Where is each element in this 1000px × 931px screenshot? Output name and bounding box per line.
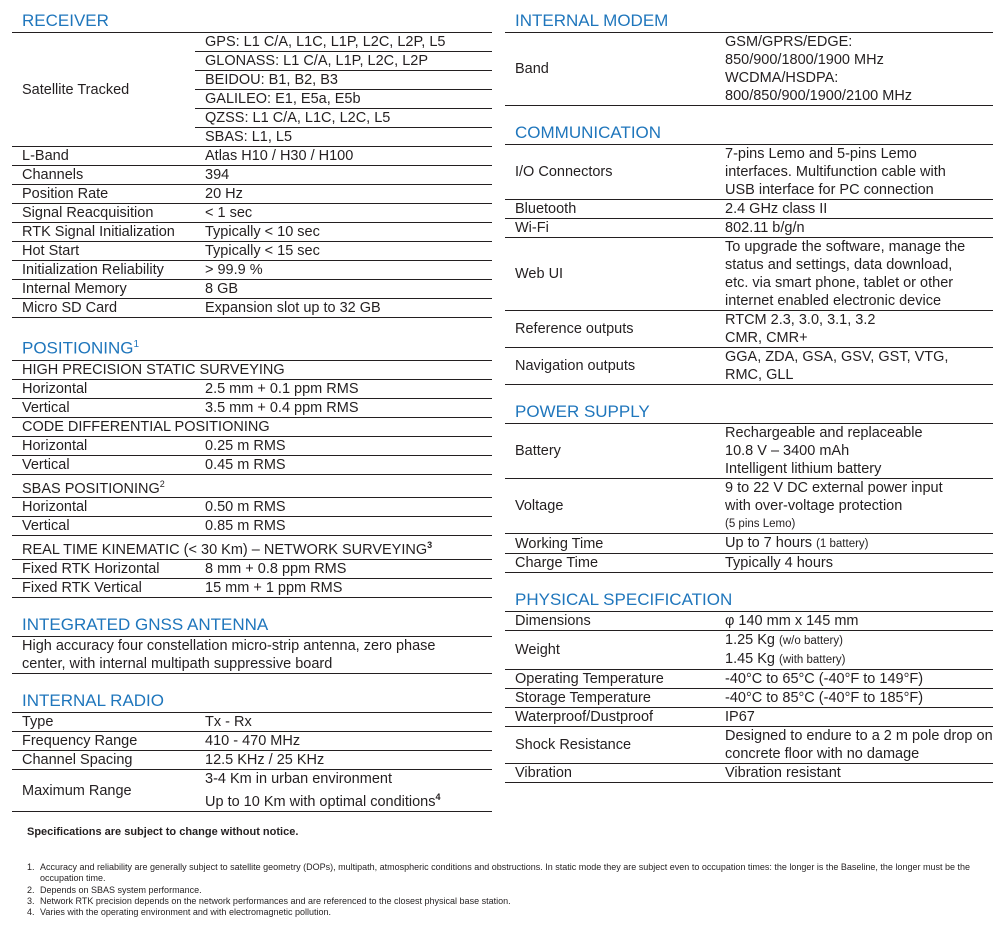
footnote-text: Depends on SBAS system performance. [40,884,202,895]
battery-label: Battery [505,424,715,479]
band-line: 800/850/900/1900/2100 MHz [725,88,913,104]
footnote-item [27,862,982,885]
max-range-sup: 4 [435,792,441,803]
microsd-value: Expansion slot up to 32 GB [195,299,492,318]
communication-table [505,145,993,385]
rtk-init-label: RTK Signal Initialization [12,223,195,242]
sbas-horizontal-label: Horizontal [12,498,195,517]
dimensions-label: Dimensions [505,612,715,631]
hot-start-label: Hot Start [12,242,195,261]
sbas-header [12,474,492,498]
weight-line [725,650,993,669]
web-ui-line: status and settings, data download, [725,257,953,273]
power-title: POWER SUPPLY [505,401,993,424]
antenna-description: High accuracy four constellation micro-strip antenna, zero phase center, with internal multipath suppressive board [12,637,492,674]
positioning-title-sup: 1 [133,339,140,350]
sat-beidou: BEIDOU: B1, B2, B3 [195,71,492,90]
modem-title: INTERNAL MODEM [505,10,993,33]
channels-label: Channels [12,166,195,185]
power-table [505,424,993,573]
battery-line: 10.8 V – 3400 mAh [725,443,850,459]
weight-value [715,631,993,670]
reference-outputs-value [715,311,993,348]
band-line: GSM/GPRS/EDGE: [725,34,853,50]
cd-vertical-label: Vertical [12,455,195,474]
rtk-vertical-value: 15 mm + 1 ppm RMS [195,579,492,598]
sbas-header-text: SBAS POSITIONING [22,480,160,497]
sat-qzss: QZSS: L1 C/A, L1C, L2C, L5 [195,109,492,128]
positioning-table [12,360,492,599]
dimensions-value: φ 140 mm x 145 mm [715,612,993,631]
hp-horizontal-value: 2.5 mm + 0.1 ppm RMS [195,379,492,398]
antenna-table [12,637,492,674]
vibration-label: Vibration [505,764,715,783]
modem-table [505,33,993,106]
positioning-section [12,334,492,598]
battery-line: Rechargeable and replaceable [725,425,923,441]
weight1-note: (w/o battery) [779,635,843,647]
positioning-title-text: POSITIONING [22,338,134,358]
microsd-label: Micro SD Card [12,299,195,318]
waterproof-value: IP67 [715,708,993,727]
antenna-title: INTEGRATED GNSS ANTENNA [12,614,492,637]
position-rate-value: 20 Hz [195,185,492,204]
navigation-outputs-value [715,348,993,385]
working-time-note: (1 battery) [816,538,869,550]
cd-horizontal-label: Horizontal [12,436,195,455]
battery-line: Intelligent lithium battery [725,461,882,477]
weight-line [725,631,993,650]
change-notice: Specifications are subject to change without notice. [27,826,299,838]
rtk-init-value: Typically < 10 sec [195,223,492,242]
max-range-line1: 3-4 Km in urban environment [205,771,392,788]
footnote-number: 3. [27,895,35,906]
weight-label: Weight [505,631,715,670]
physical-section [505,589,993,783]
shock-label: Shock Resistance [505,727,715,764]
charge-time-label: Charge Time [505,554,715,573]
antenna-section [12,614,492,674]
freq-range-label: Frequency Range [12,732,195,751]
working-time-label: Working Time [505,534,715,554]
shock-line: concrete floor with no damage [725,746,920,762]
rtk-header-sup: 3 [427,540,433,551]
web-ui-line: etc. via smart phone, tablet or other [725,275,954,291]
footnote-text: Network RTK precision depends on the network performances and are referenced to the closest physical base station. [40,895,511,906]
footnote-item [27,885,982,896]
voltage-line: 9 to 22 V DC external power input [725,480,943,496]
internal-memory-label: Internal Memory [12,280,195,299]
positioning-title [12,334,492,360]
io-line: USB interface for PC connection [725,182,934,198]
bluetooth-value: 2.4 GHz class II [715,200,993,219]
footnote-number: 1. [27,862,35,872]
code-diff-header: CODE DIFFERENTIAL POSITIONING [12,417,492,436]
signal-reacq-value: < 1 sec [195,204,492,223]
sat-gps: GPS: L1 C/A, L1C, L1P, L2C, L2P, L5 [195,33,492,52]
receiver-section [12,10,492,318]
signal-reacq-label: Signal Reacquisition [12,204,195,223]
cd-vertical-value: 0.45 m RMS [195,455,492,474]
footnote-text: Varies with the operating environment and with electromagnetic pollution. [40,907,331,918]
web-ui-line: internet enabled electronic device [725,293,942,309]
cd-horizontal-value: 0.25 m RMS [195,436,492,455]
web-ui-label: Web UI [505,238,715,311]
physical-title: PHYSICAL SPECIFICATION [505,589,993,612]
init-reliability-label: Initialization Reliability [12,261,195,280]
hot-start-value: Typically < 15 sec [195,242,492,261]
channel-spacing-value: 12.5 KHz / 25 KHz [195,751,492,770]
init-reliability-value: > 99.9 % [195,261,492,280]
sbas-horizontal-value: 0.50 m RMS [195,498,492,517]
storage-temp-label: Storage Temperature [505,689,715,708]
max-range-line2 [205,788,492,811]
voltage-label: Voltage [505,479,715,534]
footnote-item [27,907,982,918]
max-range-label: Maximum Range [12,770,195,812]
band-line: 850/900/1800/1900 MHz [725,52,884,68]
footnote-number: 4. [27,907,35,918]
voltage-note: (5 pins Lemo) [725,518,796,530]
band-label: Band [505,33,715,106]
max-range-line2-text: Up to 10 Km with optimal conditions [205,794,436,811]
hp-vertical-label: Vertical [12,398,195,417]
receiver-title: RECEIVER [12,10,492,33]
charge-time-value: Typically 4 hours [715,554,993,573]
voltage-value [715,479,993,534]
sat-galileo: GALILEO: E1, E5a, E5b [195,90,492,109]
channel-spacing-label: Channel Spacing [12,751,195,770]
radio-table [12,713,492,812]
working-time-value [715,534,993,554]
radio-section [12,690,492,812]
radio-type-label: Type [12,713,195,732]
sbas-vertical-value: 0.85 m RMS [195,517,492,536]
sbas-vertical-label: Vertical [12,517,195,536]
waterproof-label: Waterproof/Dustproof [505,708,715,727]
bluetooth-label: Bluetooth [505,200,715,219]
rtk-header-text: REAL TIME KINEMATIC (< 30 Km) – NETWORK SURVEYING [22,542,428,559]
vibration-value: Vibration resistant [715,764,993,783]
footnote-text: Accuracy and reliability are generally subject to satellite geometry (DOPs), multipath, atmospheric conditions and obstructions. In static mode they are subject even to occupation times: the longer is the Baseline, the longer must be the occupation time. [40,862,970,884]
lband-value: Atlas H10 / H30 / H100 [195,147,492,166]
internal-memory-value: 8 GB [195,280,492,299]
navigation-outputs-line: GGA, ZDA, GSA, GSV, GST, VTG, [725,349,949,365]
power-section [505,401,993,573]
max-range-value [195,770,492,812]
hp-static-header: HIGH PRECISION STATIC SURVEYING [12,360,492,379]
band-line: WCDMA/HSDPA: [725,70,839,86]
footnote-number: 2. [27,884,35,895]
web-ui-value [715,238,993,311]
reference-outputs-line: CMR, CMR+ [725,330,808,346]
satellite-tracked-label: Satellite Tracked [12,33,195,147]
physical-table [505,612,993,783]
lband-label: L-Band [12,147,195,166]
io-value [715,145,993,200]
radio-type-value: Tx - Rx [195,713,492,732]
operating-temp-label: Operating Temperature [505,670,715,689]
radio-title: INTERNAL RADIO [12,690,492,713]
battery-value [715,424,993,479]
modem-section [505,10,993,106]
communication-section [505,122,993,385]
reference-outputs-label: Reference outputs [505,311,715,348]
receiver-table [12,33,492,318]
channels-value: 394 [195,166,492,185]
hp-horizontal-label: Horizontal [12,379,195,398]
wifi-label: Wi-Fi [505,219,715,238]
weight2-note: (with battery) [779,654,846,666]
wifi-value: 802.11 b/g/n [715,219,993,238]
working-time-text: Up to 7 hours [725,535,813,551]
weight2-text: 1.45 Kg [725,651,775,667]
operating-temp-value: -40°C to 65°C (-40°F to 149°F) [715,670,993,689]
band-value [715,33,993,106]
sat-sbas: SBAS: L1, L5 [195,128,492,147]
position-rate-label: Position Rate [12,185,195,204]
sat-glonass: GLONASS: L1 C/A, L1P, L2C, L2P [195,52,492,71]
io-line: 7-pins Lemo and 5-pins Lemo [725,146,917,162]
shock-value [715,727,993,764]
footnotes-list [27,862,982,918]
navigation-outputs-line: RMC, GLL [725,367,794,383]
left-column [12,10,492,828]
communication-title: COMMUNICATION [505,122,993,145]
navigation-outputs-label: Navigation outputs [505,348,715,385]
rtk-horizontal-value: 8 mm + 0.8 ppm RMS [195,560,492,579]
footnote-item [27,896,982,907]
rtk-header [12,536,492,560]
hp-vertical-value: 3.5 mm + 0.4 ppm RMS [195,398,492,417]
web-ui-line: To upgrade the software, manage the [725,239,966,255]
right-column [505,10,993,799]
reference-outputs-line: RTCM 2.3, 3.0, 3.1, 3.2 [725,312,876,328]
weight1-text: 1.25 Kg [725,632,775,648]
storage-temp-value: -40°C to 85°C (-40°F to 185°F) [715,689,993,708]
voltage-line: with over-voltage protection [725,498,903,514]
sbas-header-sup: 2 [159,478,165,489]
shock-line: Designed to endure to a 2 m pole drop on [725,728,993,744]
rtk-vertical-label: Fixed RTK Vertical [12,579,195,598]
freq-range-value: 410 - 470 MHz [195,732,492,751]
io-line: interfaces. Multifunction cable with [725,164,946,180]
io-label: I/O Connectors [505,145,715,200]
rtk-horizontal-label: Fixed RTK Horizontal [12,560,195,579]
